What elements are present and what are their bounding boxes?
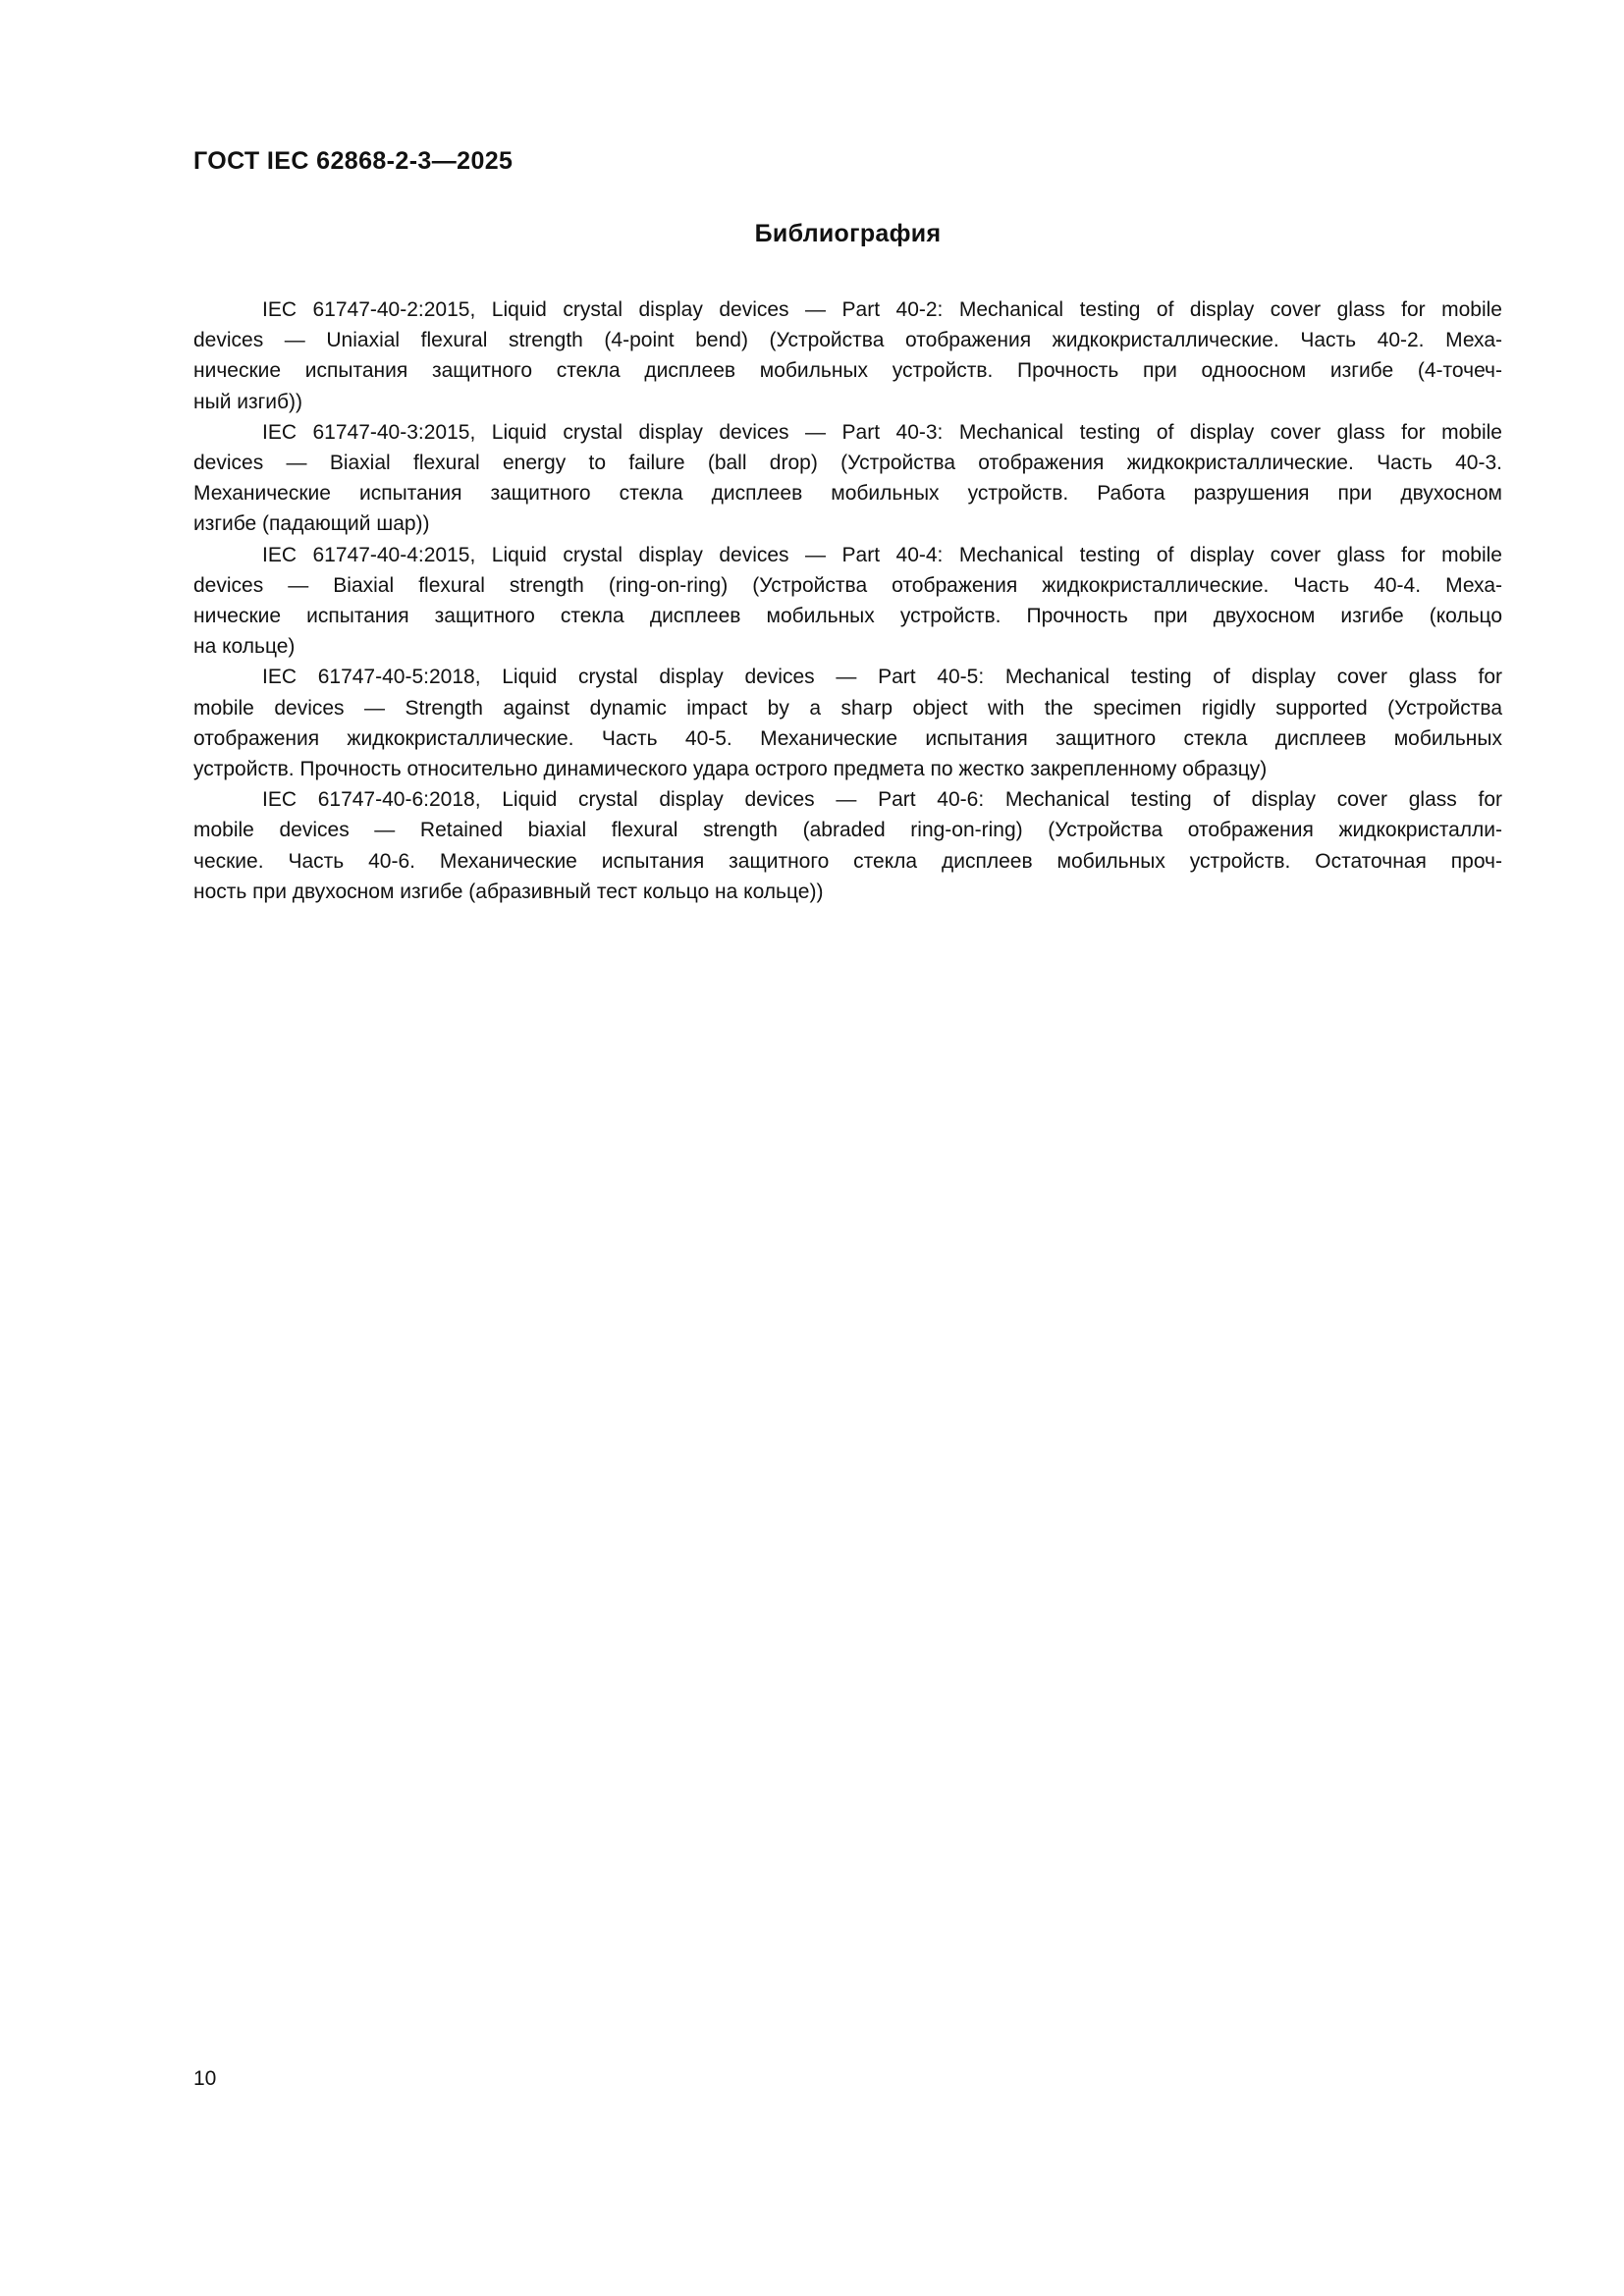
- bibliography-entry: [193, 294, 1502, 417]
- section-title: Библиография: [754, 220, 942, 247]
- bibliography-entry: [193, 784, 1502, 907]
- entry-line: mobile devices — Retained biaxial flexural strength (abraded ring-on-ring) (Устройства отображения жидкокристалли-: [193, 819, 1502, 842]
- entry-line: ческие. Часть 40-6. Механические испытания защитного стекла дисплеев мобильных устройств. Остаточная проч-: [193, 849, 1502, 873]
- entry-line: устройств. Прочность относительно динамического удара острого предмета по жестко закрепленному образцу): [193, 758, 1268, 781]
- entry-line: изгибе (падающий шар)): [193, 512, 430, 536]
- entry-line: IEC 61747-40-6:2018, Liquid crystal display devices — Part 40-6: Mechanical testing of display cover glass for: [262, 788, 1502, 812]
- bibliography-entry: [193, 662, 1502, 784]
- entry-line: на кольце): [193, 635, 296, 659]
- entry-line: нические испытания защитного стекла дисплеев мобильных устройств. Прочность при двухосном изгибе (кольцо: [193, 605, 1502, 628]
- entry-line: Механические испытания защитного стекла дисплеев мобильных устройств. Работа разрушения при двухосном: [193, 482, 1502, 506]
- entry-line: IEC 61747-40-3:2015, Liquid crystal display devices — Part 40-3: Mechanical testing of display cover glass for mobile: [262, 420, 1502, 444]
- document-designation: ГОСТ IEC 62868-2-3—2025: [193, 147, 514, 175]
- entry-line: mobile devices — Strength against dynamic impact by a sharp object with the specimen rigidly supported (Устройства: [193, 696, 1502, 720]
- bibliography-entry: [193, 417, 1502, 540]
- entry-line: devices — Biaxial flexural strength (ring-on-ring) (Устройства отображения жидкокристаллические. Часть 40-4. Меха-: [193, 573, 1502, 597]
- page-number: 10: [193, 2067, 217, 2090]
- bibliography-entry: [193, 540, 1502, 663]
- entry-line: ность при двухосном изгибе (абразивный тест кольцо на кольце)): [193, 880, 824, 903]
- entry-line: нические испытания защитного стекла дисплеев мобильных устройств. Прочность при одноосном изгибе (4-точеч-: [193, 359, 1502, 383]
- entry-line: IEC 61747-40-2:2015, Liquid crystal display devices — Part 40-2: Mechanical testing of display cover glass for mobile: [262, 298, 1502, 321]
- entry-line: IEC 61747-40-4:2015, Liquid crystal display devices — Part 40-4: Mechanical testing of display cover glass for mobile: [262, 543, 1502, 566]
- entry-line: IEC 61747-40-5:2018, Liquid crystal display devices — Part 40-5: Mechanical testing of display cover glass for: [262, 666, 1502, 689]
- entry-line: devices — Biaxial flexural energy to failure (ball drop) (Устройства отображения жидкокристаллические. Часть 40-3.: [193, 452, 1502, 475]
- entry-line: отображения жидкокристаллические. Часть 40-5. Механические испытания защитного стекла дисплеев мобильных: [193, 726, 1502, 750]
- bibliography-entries: [193, 294, 1502, 907]
- entry-line: ный изгиб)): [193, 390, 303, 413]
- entry-line: devices — Uniaxial flexural strength (4-point bend) (Устройства отображения жидкокристаллические. Часть 40-2. Меха-: [193, 329, 1502, 352]
